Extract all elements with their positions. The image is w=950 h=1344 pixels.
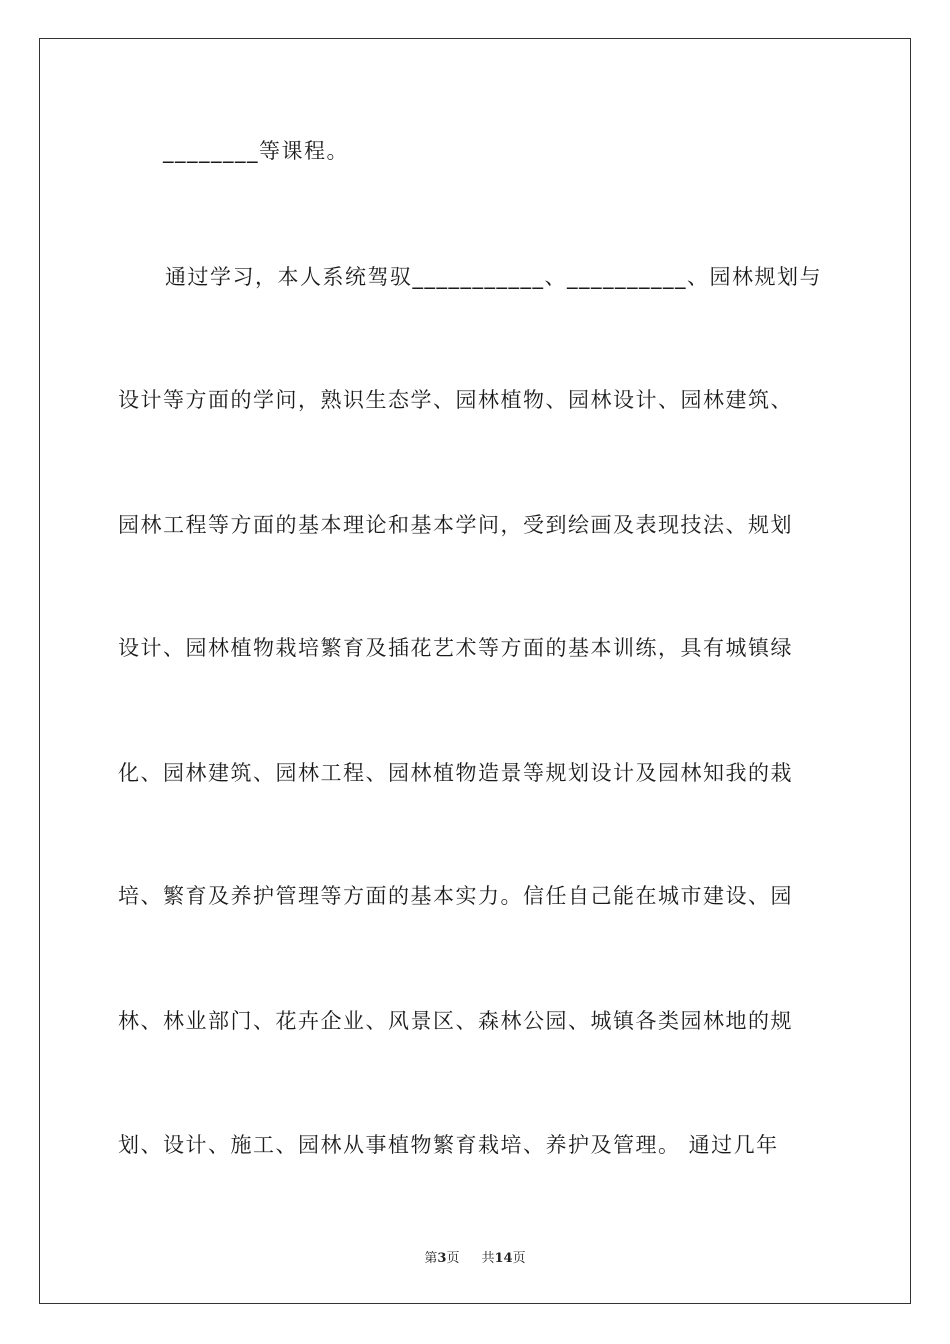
text-line-7: 培、繁育及养护管理等方面的基本实力。信任自己能在城市建设、园: [118, 884, 793, 908]
text-line-6: 化、园林建筑、园林工程、园林植物造景等规划设计及园林知我的栽: [118, 761, 793, 785]
text-line-9: 划、设计、施工、园林从事植物繁育栽培、养护及管理。 通过几年: [118, 1133, 779, 1157]
text-line-2: 通过学习，本人系统驾驭___________、__________、园林规划与: [165, 265, 822, 289]
page-footer: [0, 1247, 950, 1266]
text-line-5: 设计、园林植物栽培繁育及插花艺术等方面的基本训练，具有城镇绿: [118, 636, 793, 660]
text-line-8: 林、林业部门、花卉企业、风景区、森林公园、城镇各类园林地的规: [118, 1009, 793, 1033]
text-line-1: ________等课程。: [163, 139, 349, 163]
total-prefix: 共: [481, 1251, 495, 1266]
page-border: [39, 38, 911, 1304]
page-suffix: 页: [446, 1251, 460, 1266]
page-prefix: 第: [424, 1251, 438, 1266]
total-suffix: 页: [512, 1251, 526, 1266]
page-number: 3: [437, 1251, 447, 1266]
text-line-3: 设计等方面的学问，熟识生态学、园林植物、园林设计、园林建筑、: [118, 388, 793, 412]
total-pages: 14: [494, 1251, 513, 1266]
text-line-4: 园林工程等方面的基本理论和基本学问，受到绘画及表现技法、规划: [118, 513, 793, 537]
